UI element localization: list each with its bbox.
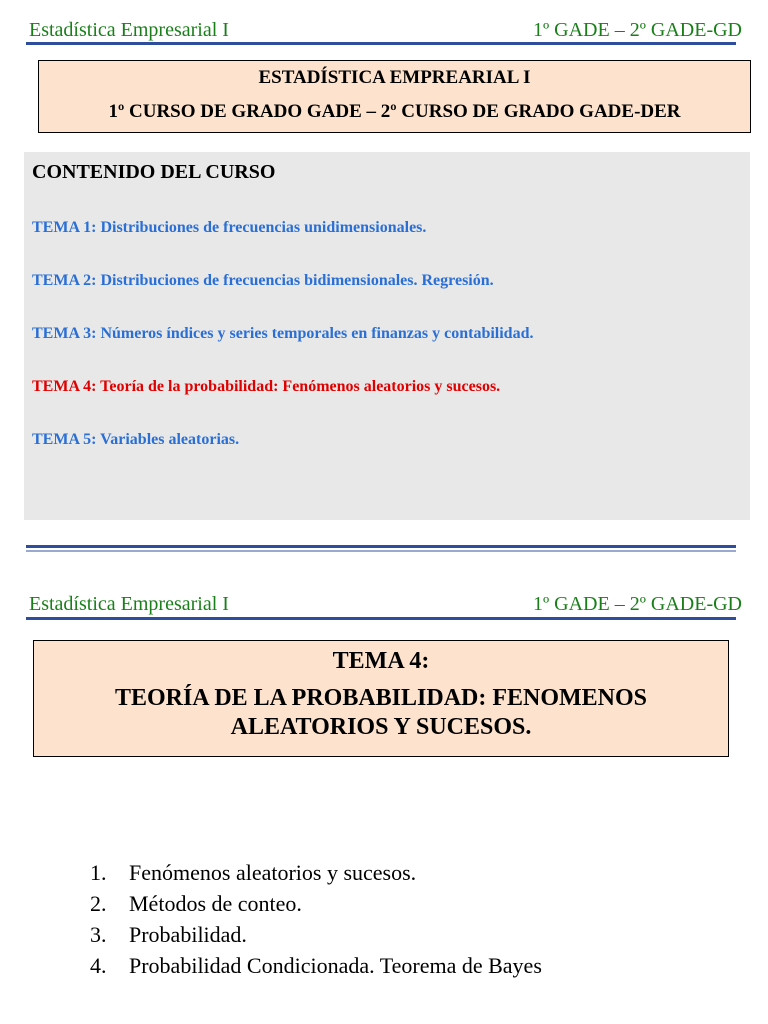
header-course-name: Estadística Empresarial I — [29, 19, 229, 41]
list-item-number: 4. — [90, 953, 107, 978]
list-item-text: Probabilidad Condicionada. Teorema de Bayes — [129, 953, 542, 978]
slide1-header — [0, 15, 768, 45]
tema-5-link[interactable]: TEMA 5: Variables aleatorias. — [32, 431, 240, 448]
list-item-text: Métodos de conteo. — [129, 891, 302, 916]
tema-subtitle: TEORÍA DE LA PROBABILIDAD: FENOMENOS ALEATORIOS Y SUCESOS. — [114, 685, 648, 740]
list-item-text: Fenómenos aleatorios y sucesos. — [129, 860, 417, 885]
header-rule — [26, 617, 736, 620]
course-title-box — [38, 60, 751, 133]
tema-outline-list — [90, 857, 542, 981]
header-degree: 1º GADE – 2º GADE-GD — [532, 19, 742, 41]
list-item-number: 3. — [90, 922, 107, 947]
tema-1-link[interactable]: TEMA 1: Distribuciones de frecuencias unidimensionales. — [32, 219, 427, 236]
course-contents-panel — [24, 152, 750, 520]
tema-3-link[interactable]: TEMA 3: Números índices y series temporales en finanzas y contabilidad. — [32, 325, 534, 342]
list-item-number: 1. — [90, 860, 107, 885]
slide-separator-rule-2 — [26, 550, 736, 552]
list-item — [90, 950, 542, 981]
tema-4-link[interactable]: TEMA 4: Teoría de la probabilidad: Fenómenos aleatorios y sucesos. — [32, 378, 501, 395]
tema-2-link[interactable]: TEMA 2: Distribuciones de frecuencias bidimensionales. Regresión. — [32, 272, 494, 289]
contents-heading: CONTENIDO DEL CURSO — [32, 161, 276, 183]
slide2-header — [0, 589, 768, 619]
tema-title-box — [33, 640, 729, 757]
list-item-number: 2. — [90, 891, 107, 916]
list-item-text: Probabilidad. — [129, 922, 247, 947]
header-rule — [26, 42, 736, 45]
list-item — [90, 857, 542, 888]
list-item — [90, 888, 542, 919]
list-item — [90, 919, 542, 950]
slide-separator-rule — [26, 545, 736, 548]
course-subtitle: 1º CURSO DE GRADO GADE – 2º CURSO DE GRADO GADE-DER — [108, 101, 681, 122]
header-degree: 1º GADE – 2º GADE-GD — [532, 593, 742, 615]
course-title: ESTADÍSTICA EMPREARIAL I — [258, 67, 531, 88]
tema-title: TEMA 4: — [332, 648, 430, 674]
header-course-name: Estadística Empresarial I — [29, 593, 229, 615]
